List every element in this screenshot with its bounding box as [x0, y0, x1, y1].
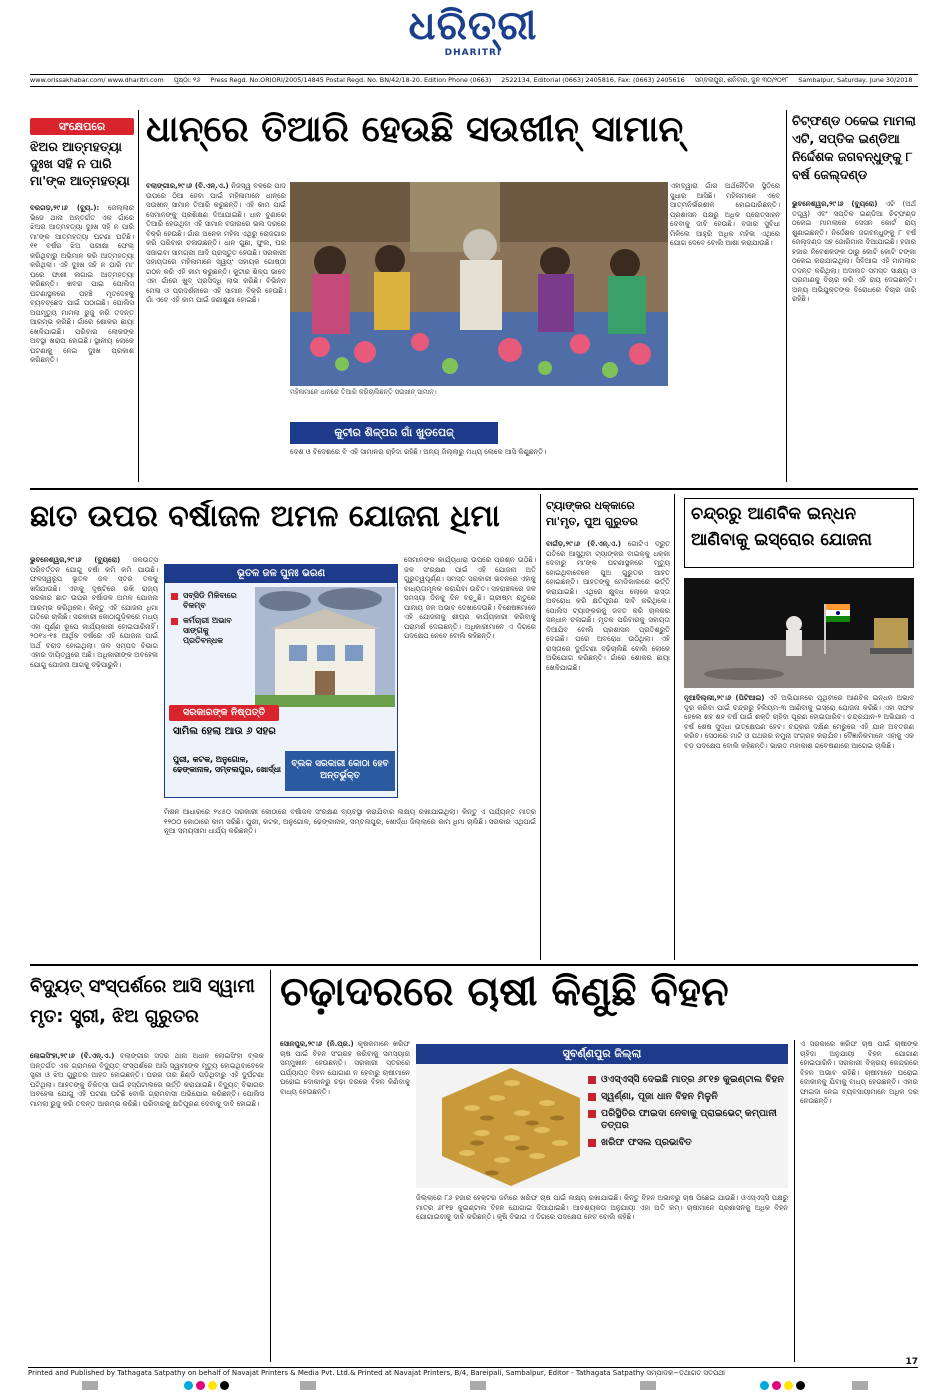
lead-dateline-block — [146, 182, 286, 472]
lead-col1: ନିଜସ୍ୱ ବଳରେ ପାଦ ଉପରେ ଠିଆ ହେବା ପାଇଁ ମହିଳାମାନେ ଧାନ୍‌ରେ ସଉଖୀନ୍ ସାମାନ ତିଆରି କରୁଛନ୍ତି। ଏହି କାମ ପାଇଁ ସେମାନଙ୍କୁ ପ୍ରଶିକ୍ଷଣ ଦିଆଯାଇଛି। ଧାନ ବୁଣାରେ ତିଆରି ହେଉଥିବା ଏହି ସାମାନ ବଜାରରେ ଭଲ ଦରରେ ବିକ୍ରି ହେଉଛି। ଗାଁର ଅନେକ ମହିଳା ଏଥିରୁ ରୋଜଗାର କରି ପରିବାର ଚଳାଉଛନ୍ତି। ଧାନ ଗୁଛା, ଫୁଲ, ଘର ସଜାଇବା ସାମଗ୍ରୀ ଆଦି ପ୍ରସ୍ତୁତ ହେଉଛି। — [146, 182, 286, 257]
brief-dateline: ବରଗଡ଼,୨୯।୬ (ବ୍ୟୁ.): — [30, 204, 100, 212]
rainwater-col1 — [30, 556, 158, 956]
tanker-dateline: ବାର୍ଗଡ଼,୨୯।୬ (ବି.ଏନ୍.ଏ.) — [546, 540, 621, 548]
local-date: ସମ୍ବଲପୁର, ଶନିବାର, ଜୁନ ୩୦/୨୦୧୮ — [694, 76, 789, 84]
seed-bullet-list — [588, 1074, 784, 1154]
house-illustration — [255, 587, 395, 707]
isro-story — [680, 494, 918, 960]
seed-headline: ଚଢ଼ାଦରରେ ଚାଷୀ କିଣୁଛି ବିହନ — [280, 970, 729, 1015]
print-mark — [470, 1381, 486, 1390]
women-crafting-photo — [290, 182, 668, 386]
seed-bullet: ଓଏସ୍‌ଏସ୍‌ସି ଦେଇଛି ମାତ୍ର ୬୮୧୭ କୁଇଣ୍ଟାଲ ବିହନ — [588, 1074, 784, 1086]
column-divider — [674, 494, 675, 960]
rainwater-headline: ଛାତ ଉପର ବର୍ଷାଜଳ ଅମଳ ଯୋଜନା ଧିମା — [30, 500, 500, 534]
logo-subtitle: DHARITRI — [444, 48, 502, 58]
isro-text: ଏହି ଅଭିଯାନରେ ପୃଥିବୀରେ ଆଣବିକ ଇନ୍ଧନ ଅଭାବ ଦୂର କରିବା ପାଇଁ ଚନ୍ଦ୍ରରୁ ହିଲିୟମ-୩ ଆଣିବାକୁ ଇସ୍ରୋ ଯୋଜନା କରିଛି। ଏହା ସଫଳ ହେଲେ ଶହ ଶହ ବର୍ଷ ପାଇଁ ଶକ୍ତି ଚାହିଦା ପୂରଣ ହୋଇପାରିବ। ଚନ୍ଦ୍ରଯାନ-୨ ଅଭିଯାନ ଏ ବର୍ଷ ଶେଷ ସୁଦ୍ଧା ଉତ୍କ୍ଷେପଣ ହେବ। ଚନ୍ଦ୍ରର ଦକ୍ଷିଣ ମେରୁରେ ଏହି ଯାନ ଅବତରଣ କରିବ। ସେଠାରେ ମାଟି ଓ ପଥରର ନମୁନା ସଂଗ୍ରହ କରାଯିବ। ବୈଜ୍ଞାନିକମାନେ ଏହାକୁ ଏକ ବଡ଼ ପଦକ୍ଷେପ ବୋଲି କହିଛନ୍ତି। ଭାରତ ମହାକାଶ ଗବେଷଣାରେ ଆଗେଇ ଚାଲିଛି। — [684, 694, 914, 750]
seed-photo — [442, 1068, 580, 1186]
seed-banner: ସୁବର୍ଣ୍ଣପୁର ଜିଲ୍ଲା — [416, 1044, 788, 1064]
infobox-list — [171, 591, 251, 651]
electrocution-dateline: ଲୋଇସିଂହା,୨୯।୬ (ବି.ଏନ୍.ଏ.) — [30, 1052, 115, 1060]
registration-mark — [220, 1381, 229, 1390]
print-mark — [852, 1381, 868, 1390]
section-divider — [30, 964, 918, 966]
isro-headline: ଚନ୍ଦ୍ରରୁ ଆଣବିକ ଇନ୍ଧନ ଆଣିବାକୁ ଇସ୍ରୋର ଯୋଜନା — [684, 498, 914, 568]
masthead — [0, 0, 945, 74]
lead-col2: ସରକାରୀ ସହାୟତାରେ ମହିଳାମାନେ ସ୍ୱୟଂ ସହାୟକ ଗୋଷ୍ଠୀ ଗଠନ କରି ଏହି କାମ କରୁଛନ୍ତି। କୁଟୀର ଶିଳ୍ପ ଭାବେ ଏହା ଗାଁରେ ଖୁବ୍ ପ୍ରସିଦ୍ଧି ଲାଭ କରିଛି। ବିଭିନ୍ନ ମେଳା ଓ ପ୍ରଦର୍ଶନୀରେ ଏହି ସାମାନ ବିକ୍ରି ହେଉଛି। ଗାଁ ଏବେ ଏହି କାମ ପାଇଁ ଜଣାଶୁଣା ହୋଇଛି। — [146, 248, 286, 304]
electrocution-headline: ବିଦ୍ୟୁତ୍ ସଂସ୍ପର୍ଶରେ ଆସି ସ୍ୱାମୀ ମୃତ: ସ୍ତ୍ରୀ, ଝିଅ ଗୁରୁତର — [30, 976, 255, 1027]
seed-bullet: ଖରିଫ ଫସଲ ପ୍ରଭାବିତ — [588, 1137, 784, 1149]
red-square-icon — [171, 618, 178, 625]
registration-mark — [796, 1381, 805, 1390]
seed-col-left — [280, 1040, 410, 1362]
registration-mark — [760, 1381, 769, 1390]
column-divider — [270, 970, 271, 1362]
brief-headline: ଝିଅର ଆତ୍ମହତ୍ୟା ଦୁଃଖ ସହି ନ ପାରି ମା'ଙ୍କ ଆତ୍ମହତ୍ୟା — [30, 139, 130, 188]
lead-headline: ଧାନ୍‌ରେ ତିଆରି ହେଉଛି ସଉଖୀନ୍ ସାମାନ୍ — [146, 110, 684, 150]
lead-banner: କୁଟୀର ଶିଳ୍ପର ଗାଁ ଖୁଡପେଜ୍ — [290, 422, 498, 444]
lead-photo-caption: ମହିଳାମାନେ ଧାନରେ ତିଆରି କରିଚାଲିଛନ୍ତି ସଉଖୀନ୍ ସାମାନ୍। — [290, 388, 437, 396]
page-count: ପୃଷ୍ଠା: ୧୬ — [173, 76, 201, 84]
logo-title: ଧରିତ୍ରୀ — [408, 2, 538, 49]
chitfund-text: ଏଟି (ଅର୍ଥ ତତ୍ତ୍ୱ) ଏବଂ ସପ୍ତିକ ଇଣ୍ଡିଆ ଚିଟ୍‌ଫଣ୍ଡ ଠକେଇ ମାମଲାରେ ସେସନ କୋର୍ଟ ରାୟ ଶୁଣାଇଛନ୍ତି। ନିର୍ଦ୍ଦେଶକ ଜଗବନ୍ଧୁଙ୍କୁ ୮ ବର୍ଷ ଜେଲ୍‌ଦଣ୍ଡ ସହ ଜୋରିମାନା ଦିଆଯାଇଛି। ହଜାର ହଜାର ନିବେଶକଙ୍କ ଠାରୁ କୋଟି କୋଟି ଟଙ୍କା ଠକେଇ କରାଯାଇଥିଲା। ସିବିଆଇ ଏହି ମାମଲାର ତଦନ୍ତ କରିଥିଲା। ଅଦାଲତ ସମସ୍ତ ସାକ୍ଷ୍ୟ ଓ ପ୍ରମାଣକୁ ବିଚାର କରି ଏହି ରାୟ ଦେଇଛନ୍ତି। ଅନ୍ୟ ଅଭିଯୁକ୍ତଙ୍କ ବିରୋଧରେ ବିଚାର ଜାରି ରହିଛି। — [792, 200, 916, 303]
red-square-icon — [588, 1093, 596, 1101]
tanker-text: ଗୋଟିଏ ଦ୍ରୁତ ଗତିରେ ଆସୁଥିବା ଟ୍ୟାଙ୍କର ବାଇକ୍‌କୁ ଧକ୍କା ଦେବାରୁ ମା'ଙ୍କ ଘଟଣାସ୍ଥଳରେ ମୃତ୍ୟୁ ହୋଇଥିବାବେଳେ ପୁଅ ଗୁରୁତର ଆହତ ହୋଇଛନ୍ତି। ଆହତଙ୍କୁ ମେଡିକାଲରେ ଭର୍ତ୍ତି କରାଯାଇଛି। ଏଥିରେ କ୍ଷୁବ୍ଧ ଲୋକେ ରାସ୍ତା ଅବରୋଧ କରି କ୍ଷତିପୂରଣ ଦାବି କରିଥିଲେ। ପୋଲିସ ଟ୍ୟାଙ୍କରକୁ ଜବତ କରି ଚାଳକର ସନ୍ଧାନ ଚଳାଇଛି। ମୃତକ ପରିବାରକୁ ସହାୟତା ଦିଆଯିବ ବୋଲି ପ୍ରଶାସନ ପ୍ରତିଶ୍ରୁତି ଦେଇଛି। ପରେ ଅବରୋଧ ଉଠିଥିଲା। ଏହି ରାସ୍ତାରେ ଦୁର୍ଘଟଣା ବଢ଼ିଚାଲିଛି ବୋଲି ଲୋକେ ଅଭିଯୋଗ କରିଛନ୍ତି। ଗାଁରେ ଶୋକର ଛାୟା ଖେଳିଯାଇଛି। — [546, 540, 670, 672]
infobox-item: କର୍ମଚାରୀ ଅଭାବ ସାଙ୍ଗକୁ ପ୍ରତିବନ୍ଧକ — [171, 616, 251, 646]
infobox-item: ସବ୍‌ସିଡି ମିଳିବାରେ ବିଳମ୍ବ — [171, 591, 251, 611]
print-mark — [640, 1381, 656, 1390]
column-divider — [540, 494, 541, 960]
tanker-headline: ଟ୍ୟାଙ୍କର ଧକ୍କାରେ ମା'ମୃତ, ପୁଅ ଗୁରୁତର — [546, 499, 638, 528]
electrocution-text: ବଲାଙ୍ଗୀର ସଦର ଥାନା ଅଧୀନ ଲୋଇସିଂହା ବ୍ଲକ ଅନ୍ତର୍ଗତ ଏକ ଗ୍ରାମରେ ବିଦ୍ୟୁତ୍ ସଂସ୍ପର୍ଶରେ ଆସି ସ୍ୱାମୀଙ୍କ ମୃତ୍ୟୁ ହୋଇଥିବାବେଳେ ସ୍ତ୍ରୀ ଓ ଝିଅ ଗୁରୁତର ଆହତ ହୋଇଛନ୍ତି। ଘରର ତାର ଛିଣ୍ଡି ପଡ଼ିଥିବାରୁ ଏହି ଦୁର୍ଘଟଣା ଘଟିଥିଲା। ଆହତଙ୍କୁ ଚିକିତ୍ସା ପାଇଁ ହସ୍ପିଟାଲରେ ଭର୍ତ୍ତି କରାଯାଇଛି। ବିଦ୍ୟୁତ୍ ବିଭାଗର ଅବହେଳା ଯୋଗୁ ଏହି ଘଟଣା ଘଟିଛି ବୋଲି ଗ୍ରାମବାସୀ ଅଭିଯୋଗ କରିଛନ୍ତି। ପୋଲିସ ମାମଲା ରୁଜୁ କରି ତଦନ୍ତ ଆରମ୍ଭ କରିଛି। ପରିବାରକୁ କ୍ଷତିପୂରଣ ଦେବାକୁ ଦାବି ହୋଇଛି। — [30, 1052, 264, 1108]
registration-mark — [784, 1381, 793, 1390]
registration-mark — [208, 1381, 217, 1390]
lead-col3: ଏହାଦ୍ୱାରା ଗାଁର ଅର୍ଥନୈତିକ ସ୍ଥିତିରେ ସୁଧାର ଆସିଛି। ମହିଳାମାନେ ଏବେ ଆତ୍ମନିର୍ଭରଶୀଳ ହୋଇପାରିଛନ୍ତି। ପ୍ରଶାସନ ପକ୍ଷରୁ ଅଧିକ ପ୍ରୋତ୍ସାହନ ଦେବାକୁ ଦାବି ହେଉଛି। ବଜାର ସୁବିଧା ମିଳିଲେ ଆହୁରି ଅଧିକ ମହିଳା ଏଥିରେ ଯୋଗ ଦେବେ ବୋଲି ଆଶା କରାଯାଉଛି। — [670, 182, 780, 247]
rice-grains-photo — [442, 1068, 580, 1186]
page-number: 17 — [905, 1357, 918, 1367]
isro-dateline: ନୂଆଦିଲ୍ଲୀ,୨୯।୬ (ପିଟିଆଇ) — [684, 694, 765, 702]
isro-body — [684, 694, 914, 952]
column-divider — [786, 110, 787, 482]
seed-bottom: ଜିଲ୍ଲାରେ ୮୬ ହଜାର ହେକ୍ଟର ଜମିରେ ଖରିଫ ଚାଷ ପାଇଁ ଲକ୍ଷ୍ୟ ରଖାଯାଇଛି। କିନ୍ତୁ ବିହନ ଅଭାବରୁ ଚାଷ ପିଛେଇ ଯାଉଛି। ଓଏସ୍‌ଏସ୍‌ସି ପକ୍ଷରୁ ମାତ୍ର ୬୮୧୭ କୁଇଣ୍ଟାଲ ବିହନ ଯୋଗାଇ ଦିଆଯାଇଛି। ଆବଶ୍ୟକତା ଅନୁଯାୟୀ ଏହା ଅତି କମ୍। ଚାଷୀମାନେ ପ୍ରଶାସନକୁ ଅଧିକ ବିହନ ଯୋଗାଇବାକୁ ଦାବି କରିଛନ୍ତି। କୃଷି ବିଭାଗ ଏ ଦିଗରେ ପଦକ୍ଷେପ ନେବ ବୋଲି କହିଛି। — [416, 1194, 788, 1221]
edition-info-bar — [30, 74, 918, 87]
chitfund-body — [792, 200, 916, 475]
registration-mark — [196, 1381, 205, 1390]
website-url: www.orissakhabar.com/ www.dharitri.com — [30, 76, 164, 84]
registration-info: Press Regd. No.ORIORI/2005/14845 Postal Regd. No. BN/42/18-20. Edition Phone (0663) — [210, 76, 492, 84]
rainwater-bottom: ମିଶନ ଆଧାରରେ ୨୪୫୦ ସରକାରୀ କୋଠାରେ ବର୍ଷାଜଳ ସଂରକ୍ଷଣ ବ୍ୟବସ୍ଥା କରାଯିବାର ଲକ୍ଷ୍ୟ ରଖାଯାଇଥିଲା। କିନ୍ତୁ ଏ ପର୍ଯ୍ୟନ୍ତ ମାତ୍ର ୧୨୦୦ କୋଠାରେ କାମ ସରିଛି। ପୁରୀ, କଟକ, ଅନୁଗୋଳ, ଢେଙ୍କାନାଳ, ସମ୍ବଲପୁର, ଖୋର୍ଦ୍ଧା ଜିଲ୍ଲାରେ କାମ ଧିମା ଚାଲିଛି। ସରକାର ଏଥିପାଇଁ ନୂଆ ସମୟସୀମା ଧାର୍ଯ୍ୟ କରିଛନ୍ତି। — [164, 808, 536, 835]
rainwater-infobox — [164, 564, 398, 798]
newspaper-logo[interactable] — [388, 4, 558, 56]
chitfund-dateline: ଭୁବନେଶ୍ୱର,୨୯।୬ (ବ୍ୟୁରୋ) — [792, 200, 878, 208]
phone-info: 2522134, Editorial (0663) 2405816, Fax: (0663) 2405616 — [501, 76, 685, 84]
imprint-text: Printed and Published by Tathagata Satpathy on behalf of Navajat Printers & Media Pvt. Ltd.& Printed at Navajat Printers, B/4, Bareipali, Sambalpur, Editor - Tathagata Satpathy ସମ୍ପାଦକ−ତଥାଗତ ସତପଥୀ — [28, 1369, 725, 1377]
brief-body — [30, 204, 134, 474]
seed-infobox — [416, 1044, 788, 1188]
tanker-body — [546, 540, 670, 956]
lead-dateline: ବଲାଙ୍ଗୀର,୨୯।୬ (ବି.ଏନ୍.ଏ.) — [146, 182, 229, 190]
print-mark — [300, 1381, 316, 1390]
rainwater-dateline: ଭୁବନେଶ୍ୱର,୨୯।୬ (ବ୍ୟୁରୋ) — [30, 556, 121, 564]
brief-text: ଜେଲ୍ଲାର ଭିଜେ ଥାନା ଅନ୍ତର୍ଗତ ଏକ ଗାଁରେ ଝିଅର ଆତ୍ମହତ୍ୟା ଦୁଃଖ ସହି ନ ପାରି ମା'ଙ୍କ ଆତ୍ମହତ୍ୟା ଘଟଣା ଘଟିଛି। ୧୧ ବର୍ଷର ଝିଅ ପରୀକ୍ଷା ଫେଲ୍ କରିଥିବାରୁ ଅଭିମାନ କରି ଆତ୍ମହତ୍ୟା କରିଥିଲା। ଏହି ଦୁଃଖ ସହି ନ ପାରି ମା' ଘରେ ଫାଶୀ ଲଗାଇ ଆତ୍ମହତ୍ୟା କରିଛନ୍ତି। ଖବର ପାଇ ପୋଲିସ ଘଟଣାସ୍ଥଳରେ ପହଞ୍ଚି ମୃତଦେହକୁ ବ୍ୟବଚ୍ଛେଦ ପାଇଁ ପଠାଇଛି। ପୋଲିସ ଅପମୃତ୍ୟୁ ମାମଲା ରୁଜୁ କରି ତଦନ୍ତ ଆରମ୍ଭ କରିଛି। ଗାଁରେ ଶୋକର ଛାୟା ଖେଳିଯାଇଛି। ପରିବାର ଲୋକଙ୍କ ଅବସ୍ଥା ଖରାପ ହୋଇଛି। ସ୍ଥାନୀୟ ଲୋକେ ଘଟଣାକୁ ନେଇ ଦୁଃଖ ପ୍ରକାଶ କରିଛନ୍ତି। — [30, 204, 134, 364]
infobox-subhead: ସାମିଲ ହେଲା ଆଉ ୬ ସହର — [173, 726, 276, 737]
infobox-red-label: ସରକାରଙ୍କ ନିଷ୍ପତ୍ତି — [169, 705, 279, 721]
infobox-blue-label: ବ୍ଲକ ସରକାରୀ କୋଠା ହେବ ଅନ୍ତର୍ଭୁକ୍ତ — [285, 751, 395, 791]
seed-bullet: ପରିସ୍ଥିତିର ଫାଇଦା ନେବାକୁ ପ୍ରାଇଭେଟ୍ କମ୍ପାନୀ ତତ୍ପର — [588, 1108, 784, 1132]
red-square-icon — [588, 1076, 596, 1084]
moon-astronaut-photo — [684, 578, 914, 688]
print-mark — [82, 1381, 98, 1390]
seed-bullet: ସ୍ୱର୍ଣ୍ଣା, ପୂଜା ଧାନ ବିହନ ମିଳୁନି — [588, 1091, 784, 1103]
lead-below-photo: ଦେଶ ଓ ବିଦେଶରେ ବି ଏହି ସାମାନର ଚାହିଦା ରହିଛି। ଅନ୍ୟ ଜିଲ୍ଲାରୁ ମଧ୍ୟ ଲୋକେ ଆସି କିଣୁଛନ୍ତି। — [290, 448, 547, 456]
infobox-districts: ପୁରୀ, କଟକ, ଅନୁଗୋଳ, ଢେଙ୍କାନାଳ, ସମ୍ବଲପୁର, ଖୋର୍ଦ୍ଧା — [173, 755, 281, 774]
registration-mark — [184, 1381, 193, 1390]
red-square-icon — [588, 1110, 596, 1118]
seed-col-left-text: କୃଷକମାନେ ଖରିଫ ଚାଷ ପାଇଁ ବିହନ ସଂଗ୍ରହ କରିବାକୁ ସମସ୍ୟାର ସମ୍ମୁଖୀନ ହେଉଛନ୍ତି। ସରକାରୀ ସ୍ତରରେ ପର୍ଯ୍ୟାପ୍ତ ବିହନ ଯୋଗାଣ ନ ହେବାରୁ ଚାଷୀମାନେ ଘରୋଇ ଦୋକାନରୁ ଚଢ଼ା ଦରରେ ବିହନ କିଣିବାକୁ ବାଧ୍ୟ ହେଉଛନ୍ତି। — [280, 1040, 410, 1096]
infobox-title: ଭୂତଳ ଜଳ ପୁନଃ ଭରଣ — [165, 565, 397, 583]
rainwater-col3: ସେମାନଙ୍କ କାର୍ଯ୍ୟଧାରା ଉପରେ ପ୍ରଶ୍ନ ଉଠିଛି। ଜଳ ସଂରକ୍ଷଣ ପାଇଁ ଏହି ଯୋଜନା ଅତି ଗୁରୁତ୍ୱପୂର୍ଣ୍ଣ। ସମସ୍ତ ସରକାରୀ ଭବନରେ ଏହାକୁ ବାଧ୍ୟତାମୂଳକ କରାଯିବା ଉଚିତ। ସହରାଞ୍ଚଳରେ ଜଳ ସମସ୍ୟା ଦିନକୁ ଦିନ ବଢ଼ୁଛି। ଗ୍ରୀଷ୍ମ ଋତୁରେ ପାନୀୟ ଜଳ ଅଭାବ ଦେଖାଦେଉଛି। ବିଶେଷଜ୍ଞମାନେ ଏହି ଯୋଜନାକୁ ଶୀଘ୍ର କାର୍ଯ୍ୟକାରୀ କରିବାକୁ ପରାମର୍ଶ ଦେଇଛନ୍ତି। ଅଧିକାରୀମାନେ ଏ ଦିଗରେ ପଦକ୍ଷେପ ନେବେ ବୋଲି କହିଛନ୍ତି। — [404, 556, 536, 640]
lead-photo — [290, 182, 668, 386]
column-divider — [138, 110, 139, 482]
rainwater-col1-text: ଜଳଉତ୍ସ ପରିବର୍ତ୍ତନ ଯୋଗୁ ବର୍ଷା କମି କମି ଯାଉଛି। ଫଳସ୍ୱରୂପ ଭୂତଳ ଜଳ ସ୍ତର ତଳକୁ ଖସିଯାଉଛି। ଏହାକୁ ଦୃଷ୍ଟିରେ ରଖି ରାଜ୍ୟ ସରକାର ଛାତ ଉପର ବର୍ଷାଜଳ ଅମଳ ଯୋଜନା ଆରମ୍ଭ କରିଥିଲେ। କିନ୍ତୁ ଏହି ଯୋଜନା ଧିମା ଗତିରେ ଚାଲିଛି। ସରକାରୀ କୋଠାଗୁଡ଼ିକରେ ମଧ୍ୟ ଏହା ପୂର୍ଣ୍ଣ ରୂପେ କାର୍ଯ୍ୟକାରୀ ହୋଇପାରିନାହିଁ। ୨୦୧୪-୧୫ ଆର୍ଥିକ ବର୍ଷରେ ଏହି ଯୋଜନା ପାଇଁ ଅର୍ଥ ବରାଦ ହୋଇଥିଲା। ଜଳ ସମ୍ପଦ ବିଭାଗ ଏହାର ଦାୟିତ୍ୱରେ ଅଛି। ଅଧିକାରୀଙ୍କ ଅବହେଳା ଯୋଗୁ ଯୋଜନା ଆଗକୁ ବଢ଼ିପାରୁନି। — [30, 556, 158, 669]
section-divider — [30, 488, 918, 490]
brief-tag: ସଂକ୍ଷେପରେ — [30, 118, 134, 135]
edition-date: Sambalpur, Saturday, June 30/2018 — [798, 76, 913, 84]
column-divider — [794, 1040, 795, 1362]
registration-mark — [772, 1381, 781, 1390]
chitfund-headline: ଚିଟ୍‌ଫଣ୍ଡ ଠକେଇ ମାମଲା ଏଟି, ସପ୍ତିକ ଇଣ୍ଡିଆ ନିର୍ଦ୍ଦେଶକ ଜଗବନ୍ଧୁଙ୍କୁ ୮ ବର୍ଷ ଜେଲ୍‌ଦଣ୍ଡ — [792, 113, 916, 182]
red-square-icon — [171, 593, 178, 600]
red-square-icon — [588, 1139, 596, 1147]
isro-photo — [684, 578, 914, 688]
seed-col-right: ଏ ସରକାରେ ଖରିଫ ଚାଷ ପାଇଁ ଚାଷୀଙ୍କ ଚାହିଦା ଅନୁଯାୟୀ ବିହନ ଯୋଗାଣ ହୋଇପାରିନି। ସରକାରୀ ବିକ୍ରୟ କେନ୍ଦ୍ରରେ ବିହନ ଅଭାବ ରହିଛି। ଚାଷୀମାନେ ଘରୋଇ ଦୋକାନକୁ ଯିବାକୁ ବାଧ୍ୟ ହେଉଛନ୍ତି। ଏହାର ଫାଇଦା ନେଇ ବ୍ୟବସାୟୀମାନେ ଅଧିକ ଦର ନେଉଛନ୍ତି। — [800, 1040, 918, 1105]
electrocution-body — [30, 1052, 264, 1362]
imprint-footer — [28, 1357, 918, 1377]
seed-dateline: ସୋନପୁର,୨୯।୬ (ନି.ପ୍ର.) — [280, 1040, 354, 1048]
